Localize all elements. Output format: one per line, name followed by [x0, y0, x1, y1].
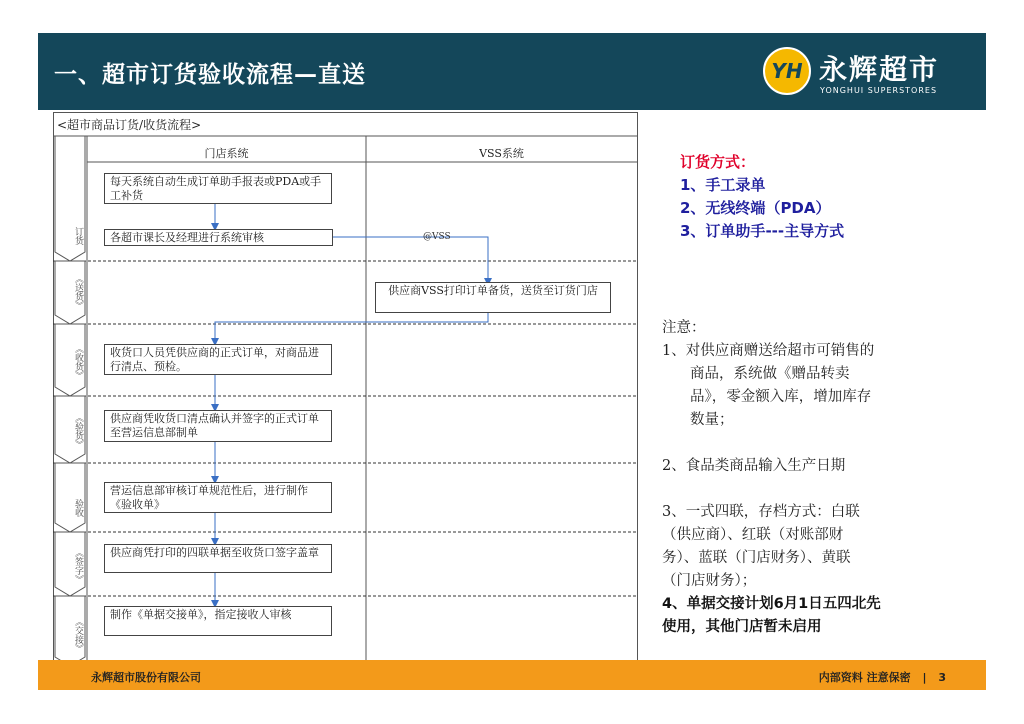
step-auto-order: 每天系统自动生成订单助手报表或PDA或手工补货: [104, 173, 332, 204]
logo-name: 永辉超市: [819, 53, 940, 86]
step-receiving-check: 收货口人员凭供应商的正式订单，对商品进行清点、预检。: [104, 344, 332, 375]
ordering-item: 1、手工录单: [680, 176, 766, 194]
header-bar: [38, 33, 986, 110]
page-title: 一、超市订货验收流程—直送: [54, 62, 366, 88]
page-number: 3: [938, 671, 946, 684]
note-3-line: 务）、蓝联（门店财务）、黄联: [662, 550, 851, 566]
step-handover-form: 制作《单据交接单》，指定接收人审核: [104, 606, 332, 636]
note-4-line: 4、单据交接计划6月1日五四北先: [662, 596, 881, 612]
note-1-line: 1、对供应商赠送给超市可销售的: [662, 343, 875, 359]
column-header-store-system: 门店系统: [204, 147, 249, 160]
lane-tag-delivery: 《送货》: [73, 274, 83, 310]
logo-badge-icon: YH: [763, 47, 811, 95]
column-header-vss-system: VSS系统: [479, 147, 524, 160]
ordering-item: 3、订单助手---主导方式: [680, 222, 845, 240]
note-1-line: 商品，系统做《赠品转卖: [690, 366, 850, 382]
ordering-title: 订货方式：: [680, 153, 756, 171]
ordering-methods: [680, 151, 844, 243]
vss-connector-label: @VSS: [423, 232, 451, 242]
company-logo: [763, 47, 973, 99]
footer-bar: [38, 660, 986, 690]
footer-confidential: 内部资料 注意保密: [818, 671, 911, 684]
lane-tag-inspection: 《验货》: [73, 413, 83, 449]
step-vss-print-order: 供应商VSS打印订单备货，送货至订货门店: [375, 282, 611, 313]
footer-company: 永辉超市股份有限公司: [91, 671, 201, 684]
notes-panel: [662, 317, 957, 639]
note-2: 2、食品类商品输入生产日期: [662, 458, 846, 474]
lane-tag-signature: 《签字》: [73, 548, 83, 584]
lane-tag-order: 订货: [73, 227, 83, 245]
lane-tag-handover: 《交接》: [73, 617, 83, 653]
note-3-line: （门店财务）；: [662, 573, 757, 589]
ordering-item: 2、无线终端（PDA）: [680, 199, 831, 217]
flow-chart: [53, 112, 638, 669]
note-4-line: 使用，其他门店暂未启用: [662, 619, 822, 635]
note-3-line: （供应商）、红联（对账部财: [662, 527, 844, 543]
note-1-line: 数量；: [690, 412, 734, 428]
note-1-line: 品》，零金额入库，增加库存: [690, 389, 872, 405]
step-sign-and-stamp: 供应商凭打印的四联单据至收货口签字盖章: [104, 544, 332, 573]
step-manager-review: 各超市课长及经理进行系统审核: [104, 229, 333, 246]
step-supplier-to-info-dept: 供应商凭收货口清点确认并签字的正式订单至营运信息部制单: [104, 410, 332, 442]
notes-title: 注意：: [662, 320, 706, 336]
logo-subtitle: YONGHUI SUPERSTORES: [820, 86, 938, 95]
lane-tag-receiving: 《收货》: [73, 344, 83, 380]
footer-separator: |: [922, 671, 927, 684]
lane-tag-acceptance: 验收: [73, 499, 83, 517]
flow-caption: <超市商品订货/收货流程>: [57, 118, 202, 132]
note-3-line: 3、一式四联，存档方式：白联: [662, 504, 860, 520]
step-make-acceptance-form: 营运信息部审核订单规范性后，进行制作《验收单》: [104, 482, 332, 513]
footer-right: [819, 669, 946, 685]
